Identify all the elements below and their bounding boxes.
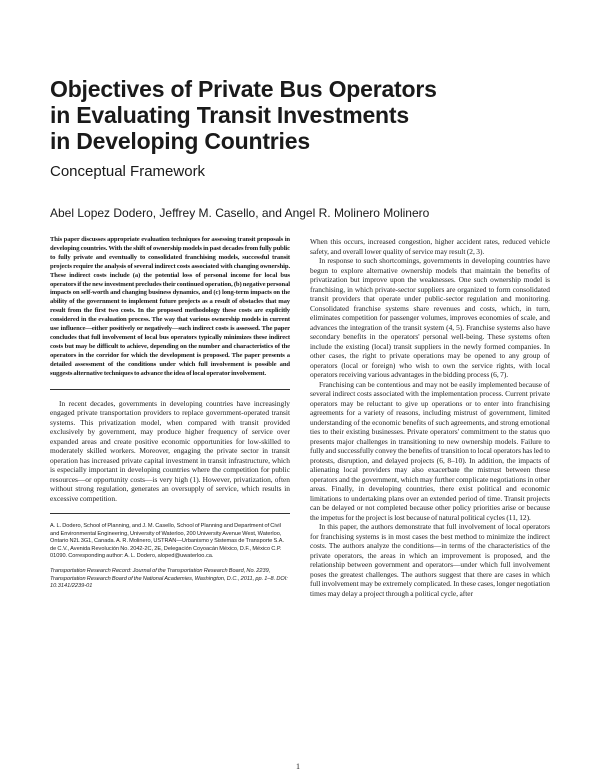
body-paragraph: When this occurs, increased congestion, higher accident rates, reduced vehicle safety, and overall lower quality of service may result (2, 3). <box>310 237 550 256</box>
footnotes <box>50 523 290 591</box>
left-column <box>50 236 290 591</box>
body-paragraph: In this paper, the authors demonstrate that full involvement of local operators for franchising systems is in most cases the best method to minimize the indirect costs. The authors analyze the conditions—in terms of the characteristics of the private operators, the areas in which an improvement is proposed, and the relationship between government and operators—under which full involvement poses the greatest challenges. The authors suggest that there are cases in which full involvement may be extremely complicated. In these cases, longer negotiation times may delay a project through a political cycle, after <box>310 522 550 598</box>
journal-citation: Transportation Research Record: Journal of the Transportation Research Board, No. 2239, Transportation Research Board of the National Academies, Washington, D.C., 2011, pp. 1–8. DOI: 10.3141/2239-01 <box>50 567 288 590</box>
body-paragraph: In recent decades, governments in developing countries have increasingly engaged private transportation providers to replace government-operated transit systems. This privatization model, when compared with transit provided exclusively by government, may produce higher frequency of service over expanded areas and create positive economic opportunities for low-skilled to moderately skilled workers. Moreover, engaging the private sector in transit operation has increased private capital investment in transit infrastructure, which is especially important in developing countries where the competition for public resources—or opportunity costs—is very high (1). However, privatization, often without strong regulation, generates an oversupply of service, which results in excessive competition. <box>50 398 290 503</box>
footnote-divider <box>50 513 290 514</box>
body-paragraph: Franchising can be contentious and may not be easily implemented because of several indirect costs associated with the implementation process. Current private operators may be reluctant to give up operations or to enter into franchising agreements for a variety of reasons, including mistrust of government, limited understanding of the economic benefits of such agreements, and strong emotional ties to their existing businesses. Private operators' commitment to the status quo presents major challenges in transitioning to new ownership models. Failure to fully and successfully convey the benefits of transition to local operators has led to protests, disruption, and delayed projects (6, 8–10). In addition, the impacts of alienating local providers may also exacerbate the mistrust between these operators and the government, which may further complicate negotiations in other areas. Finally, in developing countries, there exist political and economic limitations to undertaking plans over an extended period of time. Transit projects can be delayed or not completed because other policy priorities arise or because the impetus for the project is lost because of natural political cycles (11, 12). <box>310 379 550 522</box>
page-number: 1 <box>296 762 300 771</box>
title-line: in Evaluating Transit Investments <box>50 102 409 128</box>
paper-title <box>50 76 570 154</box>
paper-subtitle: Conceptual Framework <box>50 163 206 180</box>
right-column <box>310 237 550 598</box>
abstract: This paper discusses appropriate evaluation techniques for assessing transit proposals in developing countries. With the shift of ownership models in past decades from fully public to fully private and eventually to consolidated franchising models, successful transit projects require the analysis of several indirect costs associated with changing ownership. These indirect costs include (a) the potential loss of personal income for local bus operators if the new investment precludes their continued operation, (b) negative personal impacts on self-worth and changing business dynamics, and (c) long-term impacts on the ability of the government to implement future projects as a result of obstacles that may result from the first two costs. In the proposed methodology these costs are explicitly considered in the evaluation process. The way that various ownership models in current use influence—either positively or negatively—such indirect costs is assessed. The paper concludes that full involvement of local bus operators typically minimizes these indirect costs but may be difficult to achieve, depending on the number and characteristics of the operators in the corridor for which the development is proposed. The paper presents a detailed assessment of the conditions under which full involvement is possible and suggests alternative techniques to advance the idea of local operator involvement. <box>50 236 290 377</box>
abstract-divider <box>50 389 290 390</box>
author-affiliations: A. L. Dodero, School of Planning, and J. M. Casello, School of Planning and Department of Civil and Environmental Engineering, University of Waterloo, 200 University Avenue West, Waterloo, Ontario N2L 3G1, Canada. A. R. Molinero, USTRAN—Urbanismo y Sistemas de Transporte S.A. de C.V., Avenida Revolución No. 2042-2C, 2E, Delegación Coyoacán México, D.F., México C.P. 01090. Corresponding author: A. L. Dodero, aloped@uwaterloo.ca. <box>50 523 285 560</box>
title-line: in Developing Countries <box>50 128 310 154</box>
author-list: Abel Lopez Dodero, Jeffrey M. Casello, and Angel R. Molinero Molinero <box>50 206 430 220</box>
title-line: Objectives of Private Bus Operators <box>50 76 437 102</box>
body-paragraph: In response to such shortcomings, governments in developing countries have begun to explore alternative ownership models that maintain the benefits of privatization but improve upon the weaknesses. One such ownership model is franchising, in which private-sector suppliers are organized to form consolidated transit providers that operate under public-sector regulation and monitoring. Consolidated franchise systems share revenues and costs, which, in turn, eliminates competition for passenger volumes, improves economies of scale, and advances the integration of the transit system (4, 5). Franchise systems also have secondary benefits in the operators' personal well-being. These systems often include the existing (local) transit suppliers in the newly formed companies. In other cases, the right to private operations may be opened to any group of operators (local or foreign) who wish to own the service rights, with local operators receiving various advantages in the bidding process (6, 7). <box>310 256 550 379</box>
